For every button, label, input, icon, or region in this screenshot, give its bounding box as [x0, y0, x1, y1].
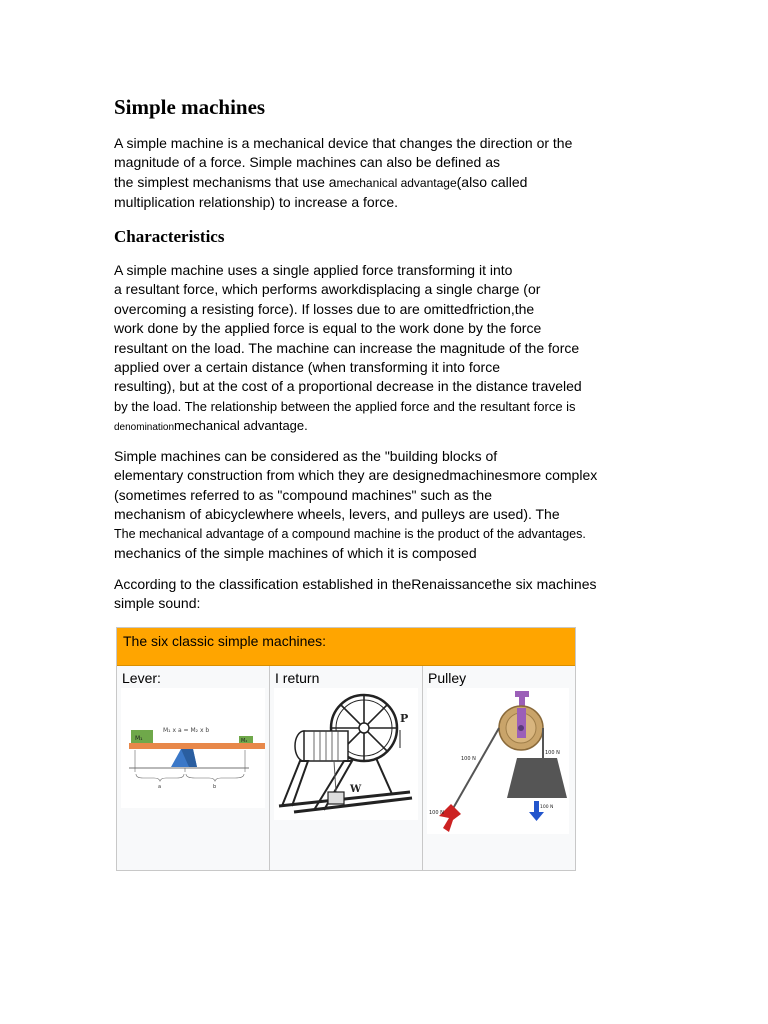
mass-1-label: M₁	[135, 735, 143, 742]
paragraph-line: mechanism of abicyclewhere wheels, levers, and pulleys are used). The	[114, 506, 560, 523]
load-label: W	[350, 784, 362, 795]
force-label-bottom-right: 100 N	[540, 805, 554, 810]
intro-line: multiplication relationship) to increase a force.	[114, 194, 399, 211]
characteristics-paragraph-2	[114, 447, 654, 563]
article-title: Simple machines	[114, 95, 266, 119]
mass-2-label: M₂	[241, 738, 248, 744]
force-label-bottom-left: 100 N	[429, 810, 444, 816]
lever-equation: M₁ x a = M₂ x b	[163, 727, 210, 734]
intro-paragraph	[114, 134, 654, 213]
paragraph-line: The mechanical advantage of a compound machine is the product of the advantages.	[114, 526, 586, 541]
mechanical-advantage-text: mechanical advantage.	[174, 418, 308, 434]
distance-b: b	[213, 784, 217, 790]
cell-label: I return	[275, 670, 320, 686]
force-label-left: 100 N	[461, 756, 476, 762]
intro-line: A simple machine is a mechanical device that changes the direction or the	[114, 135, 573, 151]
denomination-text: denomination	[114, 422, 175, 434]
paragraph-line: simple sound:	[114, 595, 201, 612]
mechanical-advantage-link[interactable]: mechanical advantage	[336, 175, 457, 190]
cell-label: Pulley	[428, 670, 467, 686]
pulley-mount	[515, 691, 529, 697]
table-cell-pulley	[423, 666, 575, 870]
paragraph-line: elementary construction from which they are designedmachinesmore complex	[114, 467, 598, 484]
simple-machines-table	[116, 627, 576, 871]
paragraph-line: (sometimes referred to as "compound machines" such as the	[114, 486, 492, 503]
table-header: The six classic simple machines:	[117, 628, 575, 666]
paragraph-line: applied over a certain distance (when transforming it into force	[114, 359, 500, 376]
distance-a: a	[158, 784, 162, 790]
paragraph-line: A simple machine uses a single applied force transforming it into	[114, 262, 513, 278]
paragraph-line: resultant on the load. The machine can increase the magnitude of the force	[114, 339, 580, 356]
rope-left	[451, 728, 499, 812]
paragraph-line: by the load. The relationship between the applied force and the resultant force is	[114, 398, 576, 414]
lever-diagram-icon	[121, 688, 265, 808]
intro-line: magnitude of a force. Simple machines can also be defined as	[114, 154, 501, 171]
force-label: P	[400, 712, 409, 725]
paragraph-line: According to the classification established in theRenaissancethe six machines	[114, 576, 597, 592]
weight-block	[507, 758, 567, 798]
table-cell-winch	[270, 666, 423, 870]
table-cell-lever	[117, 666, 270, 870]
pulley-illustration-icon	[427, 688, 569, 834]
characteristics-paragraph-1	[114, 261, 654, 438]
pulley-bracket	[517, 708, 526, 738]
section-heading-characteristics: Characteristics	[114, 227, 225, 246]
weight-arrow	[529, 812, 544, 821]
cell-label: Lever:	[122, 670, 161, 686]
paragraph-line: overcoming a resisting force). If losses due to are omittedfriction,the	[114, 300, 535, 317]
paragraph-line: mechanics of the simple machines of which it is composed	[114, 545, 477, 562]
paragraph-line: resulting), but at the cost of a proportional decrease in the distance traveled	[114, 378, 582, 395]
paragraph-line	[114, 416, 654, 437]
intro-text: the simplest mechanisms that use a	[114, 173, 337, 190]
pull-arrow	[439, 804, 461, 832]
paragraph-line: a resultant force, which performs awork​displacing a single charge (or	[114, 281, 541, 298]
paragraph-line: Simple machines can be considered as the "building blocks of	[114, 448, 498, 464]
force-label-right: 100 N	[545, 750, 560, 756]
load-weight	[328, 792, 344, 804]
winch-illustration-icon	[274, 688, 418, 820]
intro-text: (also called	[456, 173, 528, 190]
characteristics-paragraph-3	[114, 575, 654, 614]
paragraph-line: work done by the applied force is equal to the work done by the force	[114, 320, 542, 337]
intro-line	[114, 173, 654, 193]
